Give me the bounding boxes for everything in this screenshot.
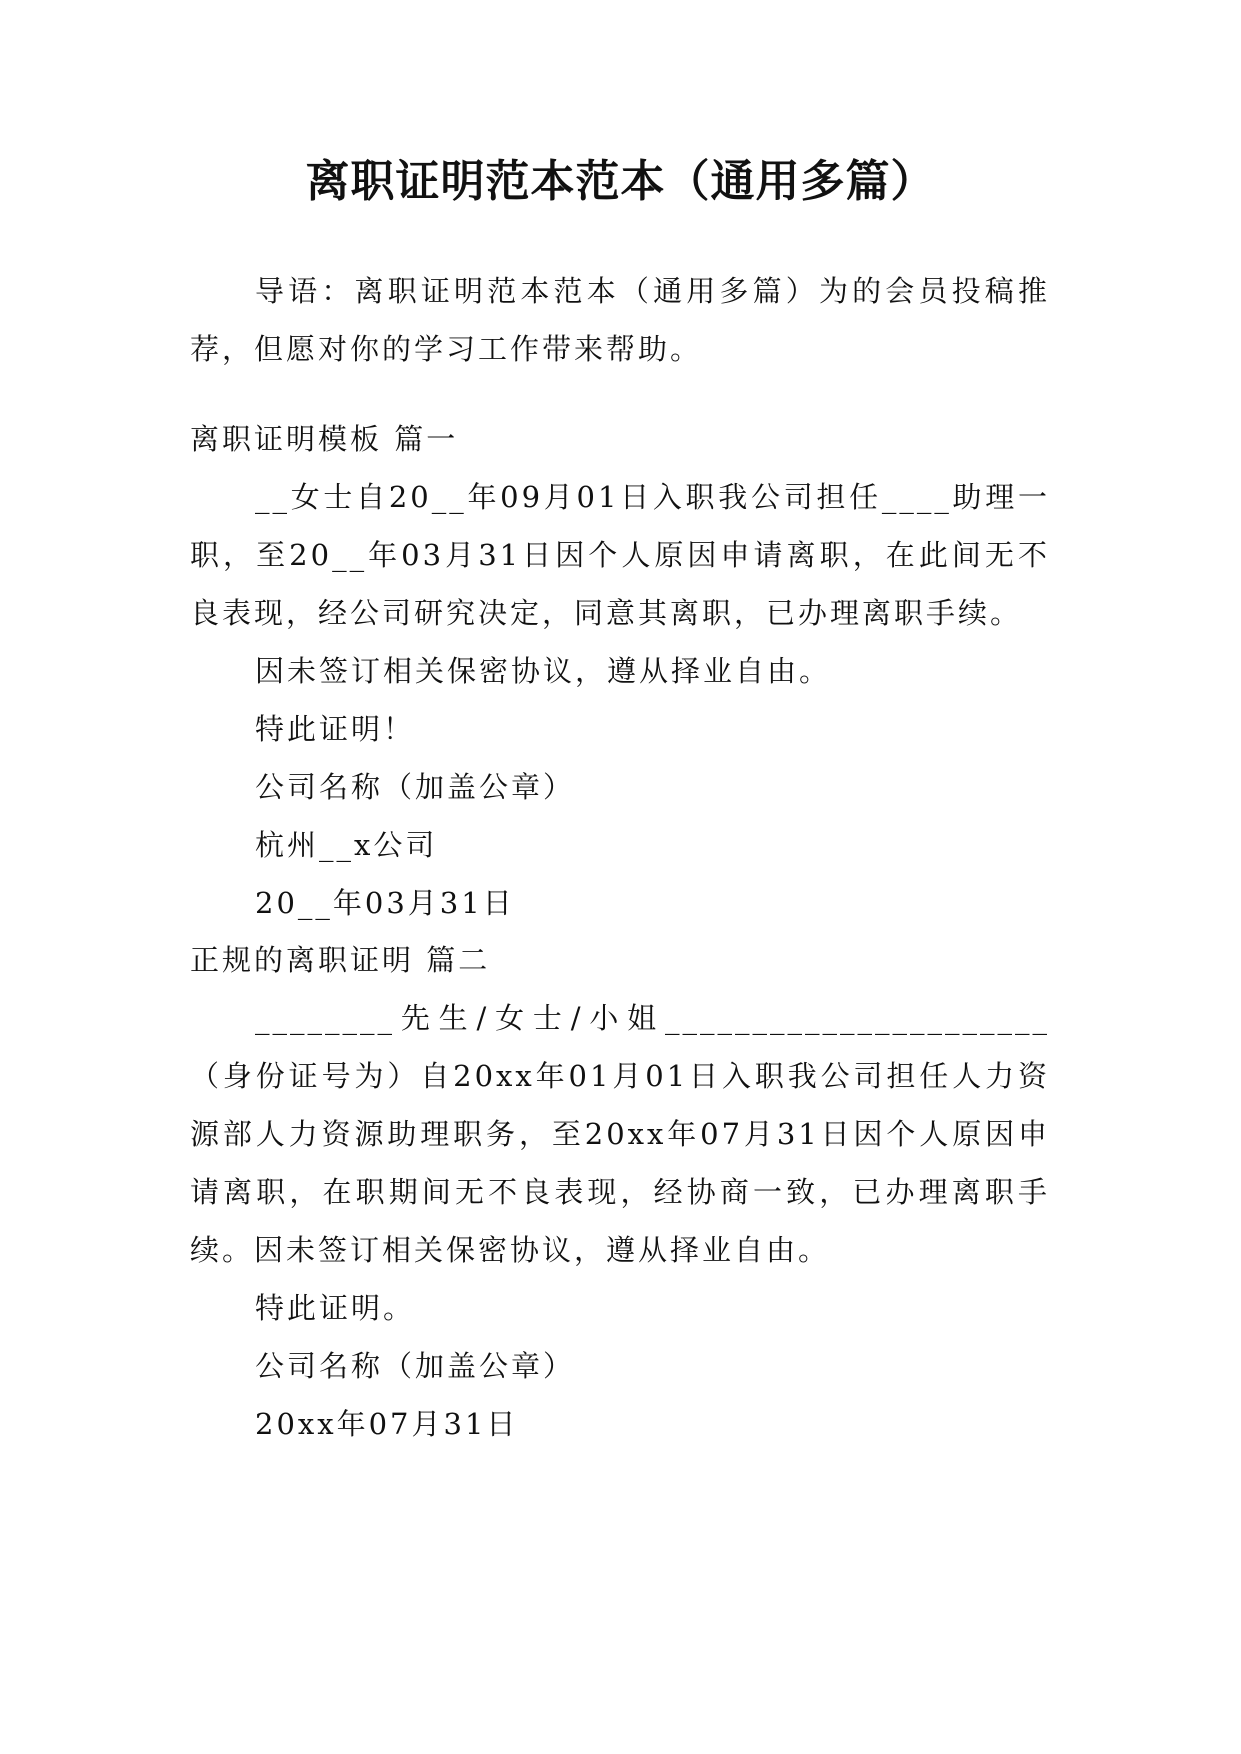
section-one-line: 因未签订相关保密协议，遵从择业自由。 (255, 654, 832, 688)
section-two-heading: 正规的离职证明 篇二 (190, 943, 491, 977)
section-one-line: 20__年03月31日 (255, 886, 515, 920)
section-two (190, 931, 1050, 1453)
section-one-line: 杭州__x公司 (255, 828, 438, 862)
section-one-heading: 离职证明模板 篇一 (190, 422, 459, 456)
intro-paragraph: 导语：离职证明范本范本（通用多篇）为的会员投稿推荐，但愿对你的学习工作带来帮助。 (190, 274, 1050, 366)
document-title: 离职证明范本范本（通用多篇） (305, 156, 936, 207)
section-one-line: 特此证明！ (255, 712, 416, 746)
section-two-line: 公司名称（加盖公章） (255, 1349, 576, 1383)
section-one-line: 公司名称（加盖公章） (255, 770, 576, 804)
intro-block (190, 262, 1050, 378)
section-two-paragraph: ________先生/女士/小姐______________________（身份证号为）自20xx年01月01日入职我公司担任人力资源部人力资源助理职务，至20xx年07月31日因个人原因申请离职，在职期间无不良表现，经协商一致，已办理离职手续。因未签订相关保密协议，遵从择业自由。 (190, 1001, 1050, 1267)
section-one (190, 410, 1050, 932)
section-one-paragraph: __女士自20__年09月01日入职我公司担任____助理一职，至20__年03月31日因个人原因申请离职，在此间无不良表现，经公司研究决定，同意其离职，已办理离职手续。 (190, 480, 1050, 630)
section-two-line: 特此证明。 (255, 1291, 416, 1325)
section-two-line: 20xx年07月31日 (255, 1407, 519, 1441)
